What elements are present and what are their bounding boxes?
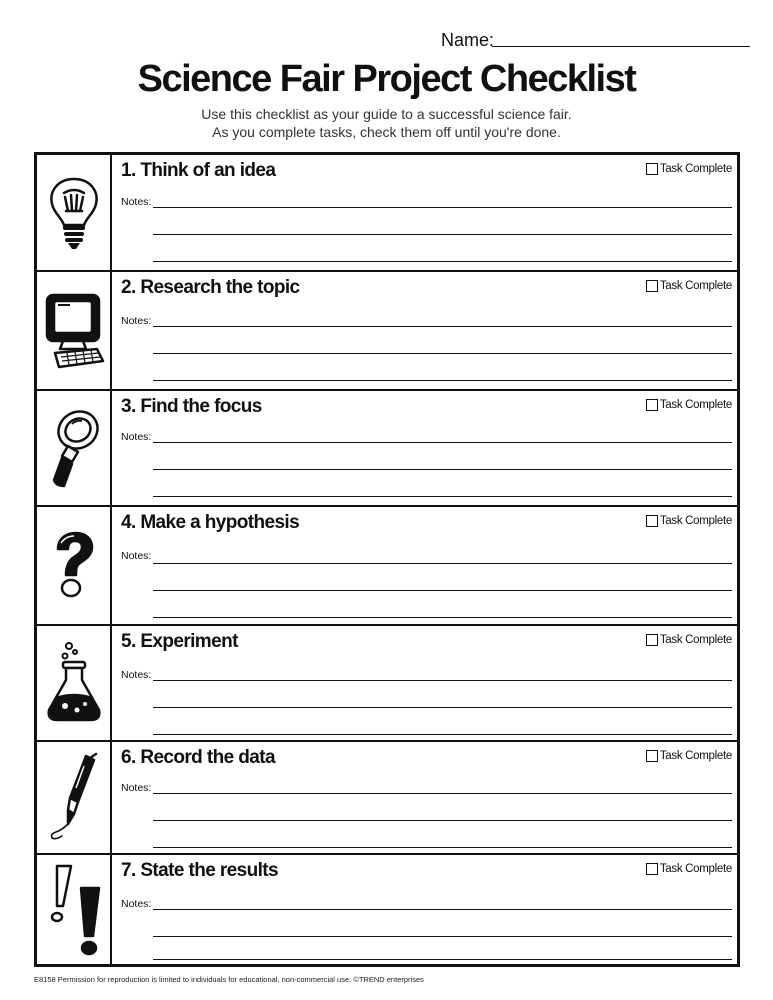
task-complete-checkbox[interactable] [646, 163, 658, 175]
notes-line[interactable] [153, 820, 732, 821]
subtitle-line-2: As you complete tasks, check them off until you're done. [212, 124, 561, 140]
notes-line[interactable] [153, 680, 732, 681]
name-label: Name: [441, 30, 495, 50]
notes-label: Notes: [121, 898, 152, 910]
task-row-1 [37, 155, 737, 272]
task-row-3 [37, 391, 737, 507]
task-complete-checkbox[interactable] [646, 399, 658, 411]
notes-label: Notes: [121, 315, 152, 327]
task-row-6 [37, 742, 737, 855]
task-complete-label: Task Complete [659, 280, 732, 292]
question-mark-icon [37, 507, 110, 624]
notes-line[interactable] [153, 563, 732, 564]
task-complete-label: Task Complete [659, 515, 732, 527]
task-complete-toggle[interactable] [646, 863, 732, 875]
task-complete-toggle[interactable] [646, 163, 732, 175]
task-complete-label: Task Complete [659, 750, 732, 762]
task-complete-checkbox[interactable] [646, 634, 658, 646]
task-complete-toggle[interactable] [646, 750, 732, 762]
task-complete-label: Task Complete [659, 399, 732, 411]
notes-label: Notes: [121, 669, 152, 681]
notes-line[interactable] [153, 909, 732, 910]
checklist-table [34, 152, 740, 967]
notes-line[interactable] [153, 261, 732, 262]
name-field[interactable] [492, 46, 750, 47]
notes-line[interactable] [153, 469, 732, 470]
task-complete-toggle[interactable] [646, 515, 732, 527]
task-complete-label: Task Complete [659, 863, 732, 875]
notes-line[interactable] [153, 326, 732, 327]
task-title: 6. Record the data [121, 747, 275, 768]
task-title: 1. Think of an idea [121, 160, 276, 181]
task-title: 3. Find the focus [121, 396, 262, 417]
notes-line[interactable] [153, 734, 732, 735]
lightbulb-icon [37, 155, 110, 270]
notes-label: Notes: [121, 550, 152, 562]
task-complete-label: Task Complete [659, 163, 732, 175]
task-complete-toggle[interactable] [646, 634, 732, 646]
subtitle-line-1: Use this checklist as your guide to a successful science fair. [201, 106, 572, 122]
notes-line[interactable] [153, 234, 732, 235]
notes-label: Notes: [121, 431, 152, 443]
notes-line[interactable] [153, 590, 732, 591]
task-complete-toggle[interactable] [646, 280, 732, 292]
notes-line[interactable] [153, 617, 732, 618]
footer-copyright: E8158 Permission for reproduction is limited to individuals for educational, non-commercial use. ©TREND enterprises [34, 975, 424, 984]
notes-line[interactable] [153, 847, 732, 848]
notes-line[interactable] [153, 442, 732, 443]
notes-line[interactable] [153, 793, 732, 794]
task-complete-checkbox[interactable] [646, 280, 658, 292]
pen-icon [37, 742, 110, 853]
page-title: Science Fair Project Checklist [137, 58, 636, 100]
task-row-7 [37, 855, 737, 964]
task-row-5 [37, 626, 737, 742]
flask-icon [37, 626, 110, 740]
exclamation-icon [37, 855, 110, 964]
task-complete-toggle[interactable] [646, 399, 732, 411]
notes-label: Notes: [121, 196, 152, 208]
task-complete-label: Task Complete [659, 634, 732, 646]
task-row-2 [37, 272, 737, 391]
computer-icon [37, 272, 110, 389]
notes-line[interactable] [153, 496, 732, 497]
task-title: 5. Experiment [121, 631, 238, 652]
notes-line[interactable] [153, 353, 732, 354]
notes-line[interactable] [153, 207, 732, 208]
notes-line[interactable] [153, 936, 732, 937]
task-title: 7. State the results [121, 860, 278, 881]
task-complete-checkbox[interactable] [646, 863, 658, 875]
task-title: 4. Make a hypothesis [121, 512, 300, 533]
notes-line[interactable] [153, 380, 732, 381]
notes-line[interactable] [153, 959, 732, 960]
task-complete-checkbox[interactable] [646, 750, 658, 762]
task-row-4 [37, 507, 737, 626]
task-complete-checkbox[interactable] [646, 515, 658, 527]
magnifying-glass-icon [37, 391, 110, 505]
notes-line[interactable] [153, 707, 732, 708]
notes-label: Notes: [121, 782, 152, 794]
task-title: 2. Research the topic [121, 277, 300, 298]
